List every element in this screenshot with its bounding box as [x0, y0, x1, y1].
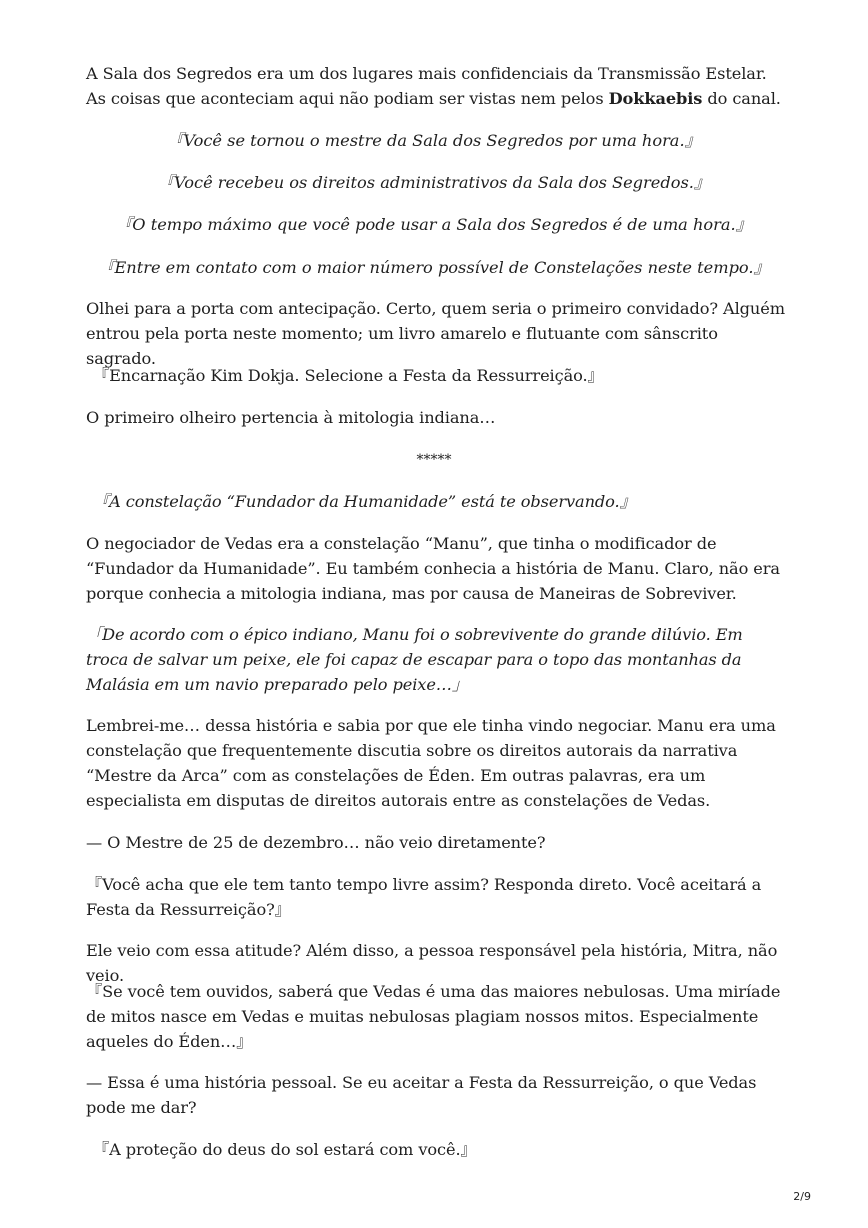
- message-answer-direct: 『Você acha que ele tem tanto tempo livre assim? Responda direto. Você aceitará a Festa da Ressurreição?』: [86, 875, 762, 919]
- page-number: 2/9: [793, 1190, 811, 1203]
- message-constellation-watching: 『A constelação “Fundador da Humanidade” está te observando.』: [93, 492, 636, 511]
- message-vedas-nebula: 『Se você tem ouvidos, saberá que Vedas é uma das maiores nebulosas. Uma miríade de mitos nasce em Vedas e muitas nebulosas plagiam nossos mitos. Especialmente aqueles do Éden…』: [86, 982, 781, 1051]
- paragraph-copyright: Lembrei-me… dessa história e sabia por que ele tinha vindo negociar. Manu era uma constelação que frequentemente discutia sobre os direitos autorais da narrativa “Mestre da Arca” com as constelações de Éden. Em outras palavras, era um especialista em disputas de direitos autorais entre as constelações de Vedas.: [86, 716, 776, 810]
- system-message-2: 『Você recebeu os direitos administrativos da Sala dos Segredos.』: [157, 173, 711, 192]
- paragraph-text: do canal.: [702, 89, 781, 108]
- paragraph-attitude: Ele veio com essa atitude? Além disso, a pessoa responsável pela história, Mitra, não veio.: [86, 941, 778, 985]
- paragraph-first-scout: O primeiro olheiro pertencia à mitologia indiana…: [86, 408, 496, 427]
- dialogue-december-master: — O Mestre de 25 de dezembro… não veio diretamente?: [86, 833, 546, 852]
- paragraph-secret-room: [86, 61, 786, 111]
- system-message-1: 『Você se tornou o mestre da Sala dos Segredos por uma hora.』: [167, 131, 701, 150]
- quote-indian-epic: 「De acordo com o épico indiano, Manu foi o sobrevivente do grande dilúvio. Em troca de salvar um peixe, ele foi capaz de escapar para o topo das montanhas da Malásia em um navio preparado pelo peixe…」: [86, 625, 743, 694]
- paragraph-door: Olhei para a porta com antecipação. Certo, quem seria o primeiro convidado? Alguém entrou pela porta neste momento; um livro amarelo e flutuante com sânscrito sagrado.: [86, 299, 785, 368]
- section-separator: *****: [416, 452, 452, 468]
- dialogue-personal-story: — Essa é uma história pessoal. Se eu aceitar a Festa da Ressurreição, o que Vedas pode me dar?: [86, 1073, 757, 1117]
- message-sun-god-protection: 『A proteção do deus do sol estará com você.』: [93, 1140, 477, 1159]
- bold-term-dokkaebis: Dokkaebis: [608, 89, 703, 108]
- system-message-4: 『Entre em contato com o maior número possível de Constelações neste tempo.』: [98, 258, 770, 277]
- system-message-3: 『O tempo máximo que você pode usar a Sala dos Segredos é de uma hora.』: [116, 215, 752, 234]
- paragraph-text: A Sala dos Segredos era um dos lugares mais confidenciais da Transmissão Estelar. As coisas que aconteciam aqui não podiam ser vistas nem pelos: [86, 64, 767, 108]
- message-select-festival: 『Encarnação Kim Dokja. Selecione a Festa da Ressurreição.』: [93, 366, 604, 385]
- paragraph-manu: O negociador de Vedas era a constelação “Manu”, que tinha o modificador de “Fundador da Humanidade”. Eu também conhecia a história de Manu. Claro, não era porque conhecia a mitologia indiana, mas por causa de Maneiras de Sobreviver.: [86, 534, 780, 603]
